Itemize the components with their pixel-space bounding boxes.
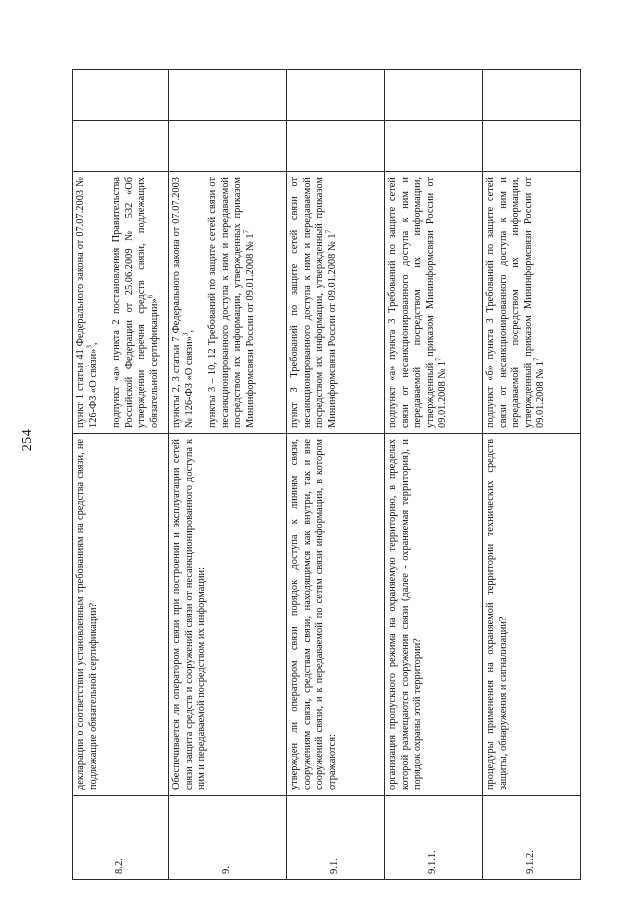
row-number: 9.1.1. bbox=[385, 796, 483, 880]
page-number: 254 bbox=[20, 428, 35, 452]
requirement-question: Обеспечивается ли оператором связи при построении и эксплуатации сетей связи защита средств и сооружений связи от несанкционированного доступа к ним и передаваемой посредством их информации: bbox=[169, 434, 287, 796]
row-number: 8.2. bbox=[73, 796, 169, 880]
footnote-marker: 7 bbox=[324, 229, 333, 234]
footnote-marker: 7 bbox=[532, 357, 541, 361]
reference-line: подпункт «а» пункта 3 Требований по защите сетей связи от несанкционированного доступа к ним и передаваемой посредством их информации, утвержденный приказом Мининформсвязи России от 09.01.2008 № $1^7$ bbox=[387, 177, 449, 428]
legal-reference bbox=[73, 172, 169, 434]
reference-line: подпункт «а» пункта 2 постановления Правительства Российской Федерации от 25.06.2009 № 532 «Об утверждении перечня средств связи, подлежащих обязательной сертификации»$^6$ bbox=[111, 177, 160, 428]
legal-reference bbox=[385, 172, 483, 434]
checklist-table-rotated bbox=[72, 70, 580, 880]
empty-cell bbox=[385, 70, 483, 121]
requirement-question: организация пропускного режима на охраняемую территорию, в пределах которой размещаются сооружения связи (далее - охраняемая территория), и порядок охраны этой территории? bbox=[385, 434, 483, 796]
row-number: 9.1. bbox=[287, 796, 385, 880]
reference-line: пункты 2, 3 статьи 7 Федерального закона от 07.07.2003 № 126-ФЗ «О связи»$^3$, bbox=[171, 177, 195, 428]
legal-reference bbox=[169, 172, 287, 434]
reference-line: пункт 1 статьи 41 Федерального закона от 07.07.2003 № 126-ФЗ «О связи»$^3$, bbox=[75, 177, 99, 428]
row-number: 9. bbox=[169, 796, 287, 880]
footnote-marker: 3 bbox=[181, 332, 190, 337]
requirement-question: декларации о соответствии установленным требованиям на средства связи, не подлежащие обязательной сертификации? bbox=[73, 434, 169, 796]
empty-cell bbox=[73, 121, 169, 172]
reference-line: пункт 3 Требований по защите сетей связи от несанкционированного доступа к ним и передаваемой посредством их информации, утвержденный приказом Мининформсвязи России от 09.01.2008 № $1^7$ bbox=[289, 177, 338, 428]
table-row bbox=[483, 70, 581, 880]
requirement-question: утвержден ли оператором связи порядок доступа к линиям связи, сооружениям связи, средствам связи, находящимся как внутри, так и вне сооружений связи, и к передаваемой по сетям связи информации, в котором отражаются: bbox=[287, 434, 385, 796]
table-row bbox=[287, 70, 385, 880]
checklist-table bbox=[72, 69, 581, 880]
empty-cell bbox=[73, 70, 169, 121]
empty-cell bbox=[169, 121, 287, 172]
empty-cell bbox=[483, 70, 581, 121]
empty-cell bbox=[483, 121, 581, 172]
empty-cell bbox=[385, 121, 483, 172]
empty-cell bbox=[287, 121, 385, 172]
empty-cell bbox=[287, 70, 385, 121]
table-row bbox=[385, 70, 483, 880]
legal-reference bbox=[483, 172, 581, 434]
footnote-marker: 7 bbox=[242, 229, 251, 234]
footnote-marker: 6 bbox=[146, 294, 155, 299]
requirement-question: процедуры применения на охраняемой территории технических средств защиты, обнаружения и сигнализации? bbox=[483, 434, 581, 796]
legal-reference bbox=[287, 172, 385, 434]
table-row bbox=[169, 70, 287, 880]
row-number: 9.1.2. bbox=[483, 796, 581, 880]
reference-line: подпункт «б» пункта 3 Требований по защите сетей связи от несанкционированного доступа к ним и передаваемой посредством их информации, утвержденный приказом Мининформсвязи России от 09.01.2008 № $1^7$ bbox=[485, 177, 547, 428]
footnote-marker: 7 bbox=[434, 357, 443, 361]
reference-line: пункты 3 – 10, 12 Требований по защите сетей связи от несанкционированного доступа к ним и передаваемой посредством их информации, утвержденных приказом Мининформсвязи России от 09.01.2008 № $1^7$ bbox=[207, 177, 256, 428]
empty-cell bbox=[169, 70, 287, 121]
table-row bbox=[73, 70, 169, 880]
footnote-marker: 3 bbox=[85, 345, 94, 349]
